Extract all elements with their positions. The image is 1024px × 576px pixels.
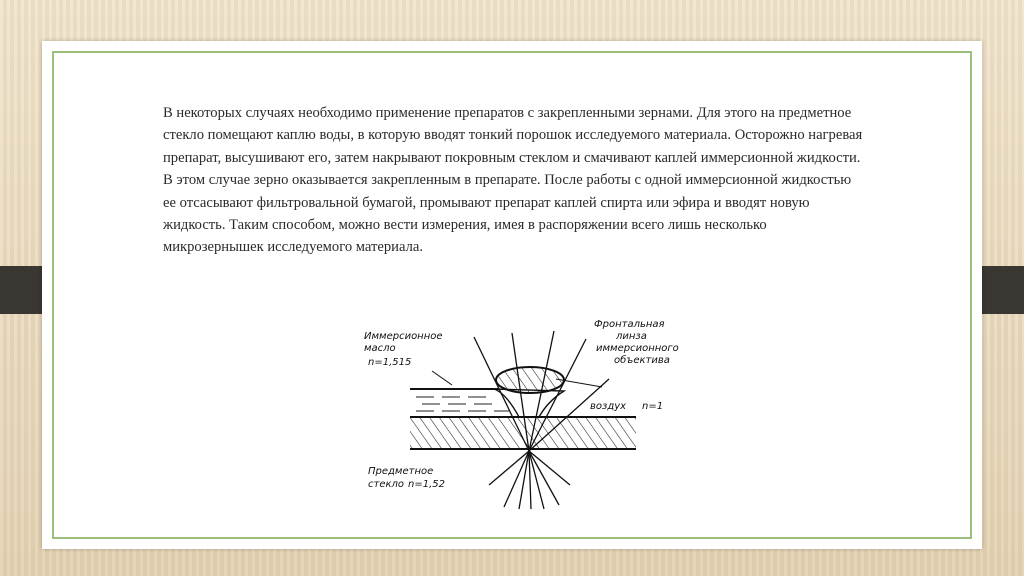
front-lens: [496, 367, 564, 393]
label-air: воздух: [590, 401, 627, 412]
immersion-diagram: [324, 309, 734, 511]
body-paragraph: В некоторых случаях необходимо применение препаратов с закрепленными зернами. Для этого на предметное стекло помещают каплю воды, в которую вводят тонкий порошок исследуемого материала. Осторожно нагревая препарат, высушивают его, затем накрывают покровным стеклом и смачивают каплей иммерсионной жидкости. В этом случае зерно оказывается закрепленным в препарате. После работы с одной иммерсионной жидкостью ее отсасывают фильтровальной бумагой, промывают препарат каплей спирта или эфира и вводят новую жидкость. Таким способом, можно вести измерения, имея в распоряжении всего лишь несколько микрозернышек исследуемого материала.: [163, 105, 863, 256]
label-lens-line4: объектива: [614, 355, 670, 366]
immersion-oil-layer: [410, 389, 510, 411]
label-lens-line1: Фронтальная: [594, 319, 665, 330]
slide-card: [42, 41, 982, 549]
label-glass-line2: стекло: [368, 479, 405, 490]
label-oil-line1: Иммерсионное: [364, 331, 443, 342]
label-glass-line1: Предметное: [368, 466, 434, 477]
label-oil-n: n=1,515: [368, 357, 412, 368]
label-air-n: n=1: [642, 401, 664, 412]
label-lens-line2: линза: [616, 331, 647, 342]
label-glass-n: n=1,52: [408, 479, 445, 490]
label-lens-line3: иммерсионного: [596, 343, 679, 354]
label-oil-line2: масло: [364, 343, 396, 354]
immersion-diagram-svg: [324, 309, 734, 511]
glass-slide: [410, 417, 636, 449]
